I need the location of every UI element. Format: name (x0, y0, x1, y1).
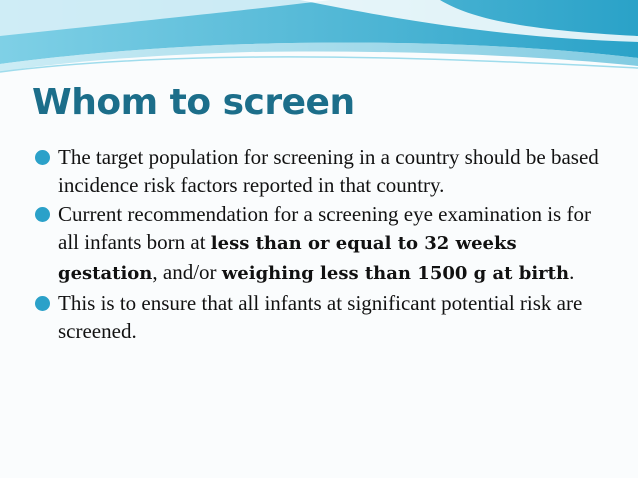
bullet-text: This is to ensure that all infants at significant potential risk are screened. (58, 291, 583, 343)
bullet-text: The target population for screening in a country should be based incidence risk factors reported in that country. (58, 145, 599, 197)
bullet-list (34, 143, 604, 346)
bullet-text: , and/or (152, 260, 222, 284)
circle-bullet-icon (34, 149, 51, 166)
bullet-text: Current recommendation for a screening eye examination is for all infants born at (58, 202, 591, 254)
bullet-item (34, 143, 604, 199)
header-wave-decoration (0, 0, 638, 80)
circle-bullet-icon (34, 206, 51, 223)
bold-weight-criterion: weighing less than 1500 g at birth (221, 263, 570, 284)
circle-bullet-icon (34, 295, 51, 312)
bold-gestation-criterion: less than or equal to 32 weeks gestation (58, 233, 517, 284)
slide-title: Whom to screen (32, 82, 355, 123)
bullet-text: . (569, 260, 575, 284)
bullet-item (34, 200, 604, 288)
bullet-item (34, 289, 604, 345)
